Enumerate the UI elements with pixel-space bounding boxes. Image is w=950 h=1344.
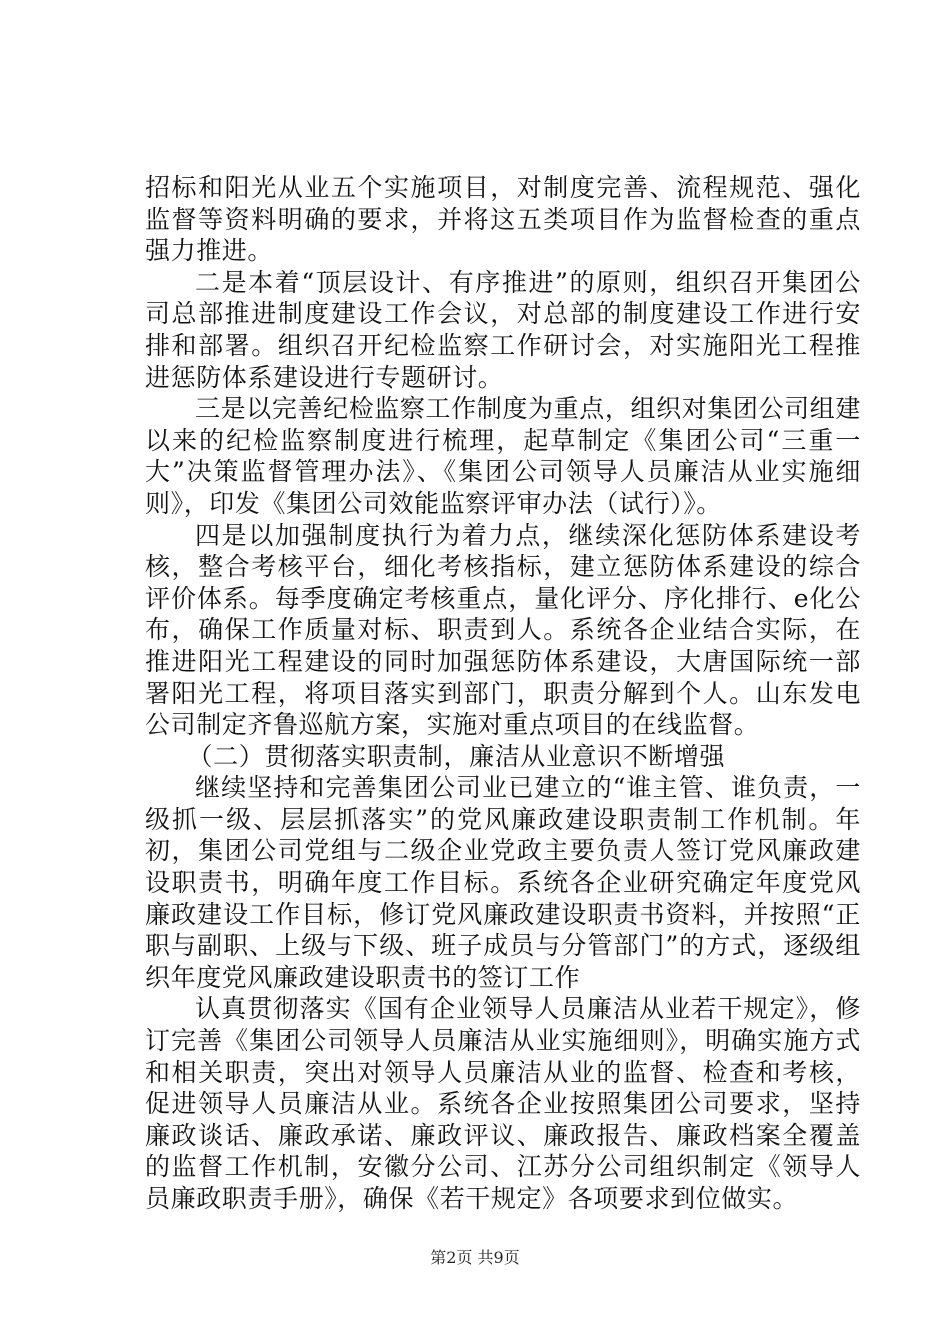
paragraph-integrity: 认真贯彻落实《国有企业领导人员廉洁从业若干规定》，修订完善《集团公司领导人员廉洁从业实施细则》，明确实施方式和相关职责，突出对领导人员廉洁从业的监督、检查和考核，促进领导人员廉洁从业。系统各企业按照集团公司要求，坚持廉政谈话、廉政承诺、廉政评议、廉政报告、廉政档案全覆盖的监督工作机制，安徽分公司、江苏分公司组织制定《领导人员廉政职责手册》，确保《若干规定》各项要求到位做实。 bbox=[145, 994, 861, 1213]
page-number-label: 第2页 共9页 bbox=[430, 1248, 520, 1267]
paragraph-continued: 招标和阳光从业五个实施项目，对制度完善、流程规范、强化监督等资料明确的要求，并将这五类项目作为监督检查的重点强力推进。 bbox=[145, 173, 861, 266]
page-footer bbox=[0, 1245, 950, 1268]
paragraph-responsibility: 继续坚持和完善集团公司业已建立的“谁主管、谁负责，一级抓一级、层层抓落实”的党风廉政建设职责制工作机制。年初，集团公司党组与二级企业党政主要负责人签订党风廉政建设职责书，明确年度工作目标。系统各企业研究确定年度党风廉政建设工作目标，修订党风廉政建设职责书资料，并按照“正职与副职、上级与下级、班子成员与分管部门”的方式，逐级组织年度党风廉政建设职责书的签订工作 bbox=[145, 773, 861, 992]
section-heading: （二）贯彻落实职责制，廉洁从业意识不断增强 bbox=[187, 741, 726, 771]
document-body bbox=[145, 172, 861, 1215]
paragraph-item-two: 二是本着“顶层设计、有序推进”的原则，组织召开集团公司总部推进制度建设工作会议，对总部的制度建设工作进行安排和部署。组织召开纪检监察工作研讨会，对实施阳光工程推进惩防体系建设进行专题研讨。 bbox=[145, 267, 861, 392]
paragraph-item-three: 三是以完善纪检监察工作制度为重点，组织对集团公司组建以来的纪检监察制度进行梳理，起草制定《集团公司“三重一大”决策监督管理办法》、《集团公司领导人员廉洁从业实施细则》，印发《集团公司效能监察评审办法（试行）》。 bbox=[145, 394, 861, 518]
paragraph-item-four: 四是以加强制度执行为着力点，继续深化惩防体系建设考核，整合考核平台，细化考核指标，建立惩防体系建设的综合评价体系。每季度确定考核重点，量化评分、序化排行、e化公布，确保工作质量对标、职责到人。系统各企业结合实际，在推进阳光工程建设的同时加强惩防体系建设，大唐国际统一部署阳光工程，将项目落实到部门，职责分解到个人。山东发电公司制定齐鲁巡航方案，实施对重点项目的在线监督。 bbox=[145, 520, 861, 740]
